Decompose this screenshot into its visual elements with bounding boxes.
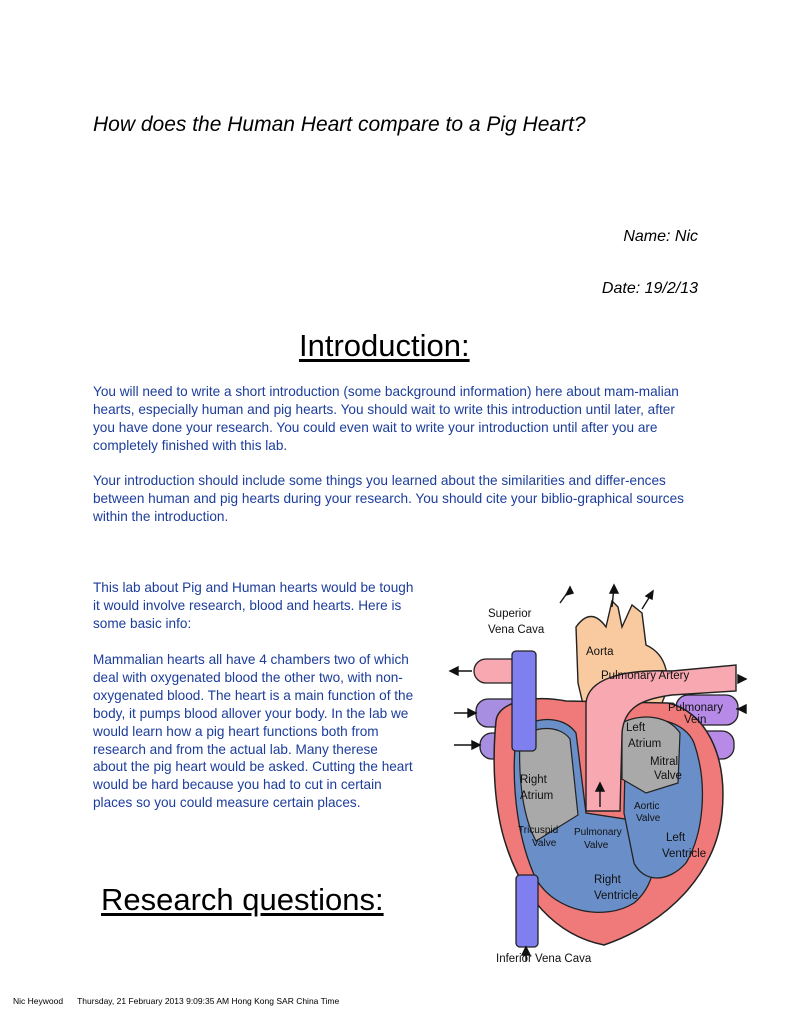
label-superior-1: Superior — [488, 608, 532, 620]
label-tricuspid-2: Valve — [532, 838, 557, 849]
page-title: How does the Human Heart compare to a Pig Heart? — [93, 113, 586, 136]
label-pulmonary-artery: Pulmonary Artery — [601, 670, 690, 682]
label-inferior: Inferior Vena Cava — [496, 953, 592, 965]
label-right-ventricle-1: Right — [594, 874, 621, 886]
footer-timestamp: Thursday, 21 February 2013 9:09:35 AM Hong Kong SAR China Time — [77, 996, 340, 1006]
footer-author: Nic Heywood — [13, 996, 64, 1006]
label-aortic-2: Valve — [636, 813, 661, 824]
intro-paragraph-2: Your introduction should include some things you learned about the similarities and differ-ences between human and pig hearts during your research. You should cite your biblio-graphical sources within the introduction. — [93, 473, 684, 524]
label-pulmonary-vein-1: Pulmonary — [668, 702, 723, 714]
inferior-vena-cava — [516, 875, 538, 947]
lab-paragraph-1: This lab about Pig and Human hearts would be tough it would involve research, blood and hearts. Here is some basic info: — [93, 580, 414, 631]
label-pulm-valve-2: Valve — [584, 840, 609, 851]
label-mitral-1: Mitral — [650, 756, 679, 768]
label-pulm-valve-1: Pulmonary — [574, 827, 622, 838]
intro-paragraph-1: You will need to write a short introduction (some background information) here about mam-malian hearts, especially human and pig hearts. You should wait to write this introduction until later, after you have done your research. You could even wait to write your introduction until after you are completely finished with this lab. — [93, 384, 679, 453]
label-pulmonary-vein-2: Vein — [684, 714, 707, 726]
label-right-atrium-1: Right — [520, 774, 547, 786]
heart-diagram — [436, 583, 748, 965]
label-tricuspid-1: Tricuspid — [518, 825, 559, 836]
label-left-ventricle-1: Left — [666, 832, 686, 844]
lab-paragraph-2: Mammalian hearts all have 4 chambers two of which deal with oxygenated blood the other two, with non-oxygenated blood. The heart is a main function of the body, it pumps blood allover your body. In the lab we would learn how a pig heart functions both from research and from the actual lab. Many therese about the pig heart would be asked. Cutting the heart would be hard because you had to cut in certain places so you could measure certain places. — [93, 652, 414, 811]
date-field: Date: 19/2/13 — [601, 280, 698, 297]
label-left-atrium-1: Left — [626, 722, 646, 734]
superior-vena-cava — [512, 651, 536, 751]
label-left-atrium-2: Atrium — [628, 738, 662, 750]
label-mitral-2: Valve — [654, 770, 682, 782]
label-aorta: Aorta — [586, 646, 614, 658]
label-aortic-1: Aortic — [634, 801, 660, 812]
introduction-heading: Introduction: — [299, 328, 470, 363]
label-superior-2: Vena Cava — [488, 624, 545, 636]
footer — [13, 996, 339, 1006]
name-field: Name: Nic — [623, 228, 698, 245]
label-right-atrium-2: Atrium — [520, 790, 554, 802]
research-questions-heading: Research questions: — [101, 882, 384, 917]
label-left-ventricle-2: Ventricle — [662, 848, 707, 860]
label-right-ventricle-2: Ventricle — [594, 890, 639, 902]
